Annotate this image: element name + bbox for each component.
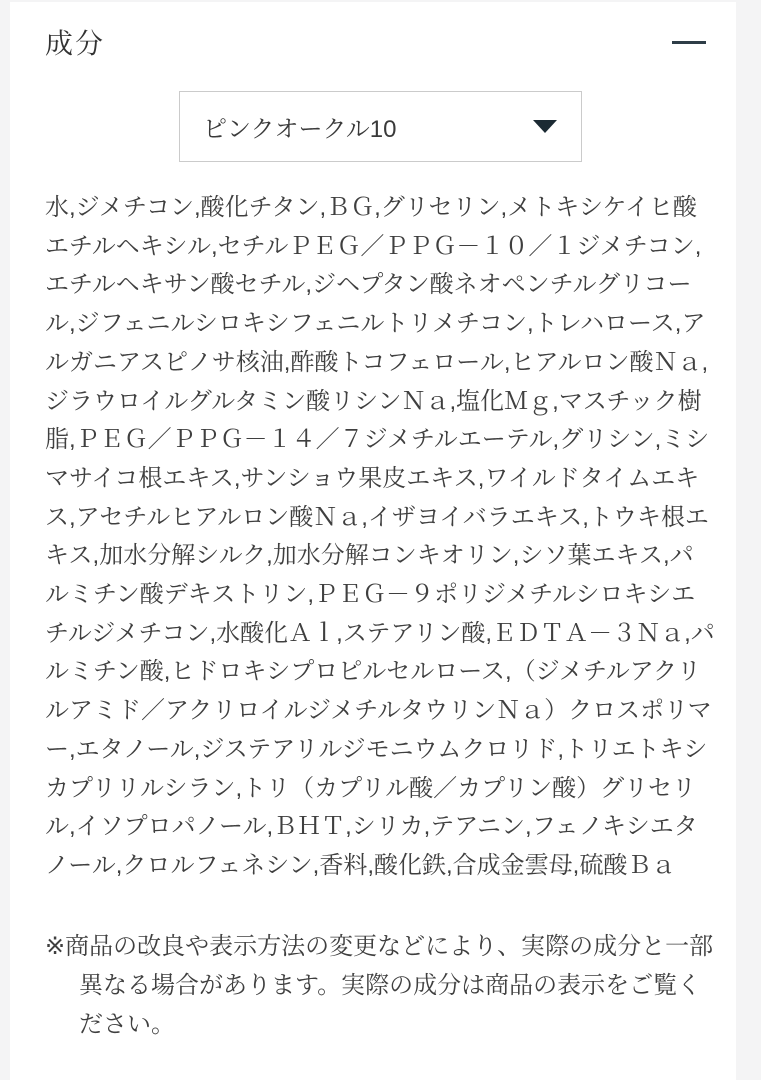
section-title: 成分 bbox=[45, 28, 106, 59]
ingredients-text: 水,ジメチコン,酸化チタン,ＢＧ,グリセリン,メトキシケイヒ酸エチルヘキシル,セチルＰＥＧ／ＰＰＧ－１０／１ジメチコン,エチルヘキサン酸セチル,ジヘプタン酸ネオペンチルグリコール,ジフェニルシロキシフェニルトリメチコン,トレハロース,アルガニアスピノサ核油,酢酸トコフェロール,ヒアルロン酸Ｎａ,ジラウロイルグルタミン酸リシンＮａ,塩化Ｍｇ,マスチック樹脂,ＰＥＧ／ＰＰＧ－１４／７ジメチルエーテル,グリシン,ミシマサイコ根エキス,サンショウ果皮エキス,ワイルドタイムエキス,アセチルヒアルロン酸Ｎａ,イザヨイバラエキス,トウキ根エキス,加水分解シルク,加水分解コンキオリン,シソ葉エキス,パルミチン酸デキストリン,ＰＥＧ－９ポリジメチルシロキシエチルジメチコン,水酸化Ａｌ,ステアリン酸,ＥＤＴＡ－３Ｎａ,パルミチン酸,ヒドロキシプロピルセルロース,（ジメチルアクリルアミド／アクリロイルジメチルタウリンＮａ）クロスポリマー,エタノール,ジステアリルジモニウムクロリド,トリエトキシカプリリルシラン,トリ（カプリル酸／カプリン酸）グリセリル,イソプロパノール,ＢＨＴ,シリカ,テアニン,フェノキシエタノール,クロルフェネシン,香料,酸化鉄,合成金雲母,硫酸Ｂａ bbox=[45, 194, 715, 879]
triangle-down-icon bbox=[533, 120, 557, 133]
ingredients-accordion-header[interactable] bbox=[45, 24, 716, 60]
shade-select[interactable] bbox=[179, 91, 582, 162]
disclaimer-note: ※商品の改良や表示方法の変更などにより、実際の成分と一部異なる場合があります。実際の成分は商品の表示をご覧ください。 bbox=[45, 932, 714, 1038]
shade-select-value: ピンクオークル10 bbox=[203, 116, 397, 143]
ingredients-section bbox=[10, 2, 736, 1080]
collapse-minus-icon[interactable] bbox=[672, 41, 706, 44]
